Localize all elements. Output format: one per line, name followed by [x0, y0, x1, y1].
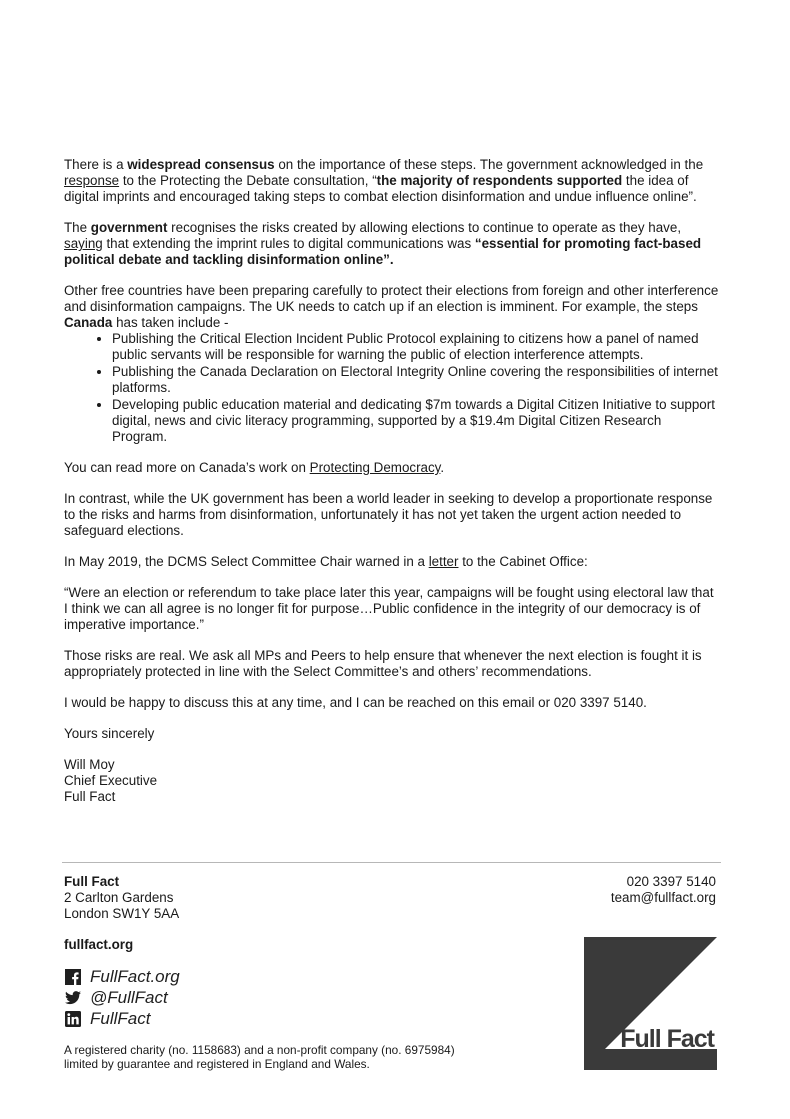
letter-link[interactable]: letter: [428, 554, 459, 569]
footer-address: [64, 874, 179, 922]
footer-address-line1: 2 Carlton Gardens: [64, 890, 174, 905]
logo-text: Full Fact: [620, 1025, 714, 1053]
bold-majority: the majority of respondents supported: [376, 173, 623, 188]
list-item: • Publishing the Canada Declaration on Electoral Integrity Online covering the responsibilities of internet platforms.: [112, 364, 720, 396]
protecting-democracy-link[interactable]: Protecting Democracy: [309, 460, 441, 475]
signature-org: Full Fact: [64, 789, 116, 804]
facebook-label: FullFact.org: [90, 966, 180, 986]
signature-title: Chief Executive: [64, 773, 158, 788]
paragraph-other-countries: Other free countries have been preparing carefully to protect their elections from foreign and other interference and disinformation campaigns. The UK needs to catch up if an election is imminent. For example, the steps Canada has taken include -: [64, 283, 719, 330]
letter-body: [64, 157, 720, 805]
footer-email[interactable]: team@fullfact.org: [610, 890, 716, 905]
paragraph-consensus: There is a widespread consensus on the importance of these steps. The government acknowledged in the response to the Protecting the Debate consultation, “the majority of respondents supported the idea of digital imprints and encouraged taking steps to combat election disinformation and undue influence online”.: [64, 157, 704, 204]
canada-steps-list: [64, 331, 720, 445]
linkedin-link[interactable]: [64, 1008, 180, 1029]
saying-link[interactable]: saying: [64, 236, 103, 251]
paragraph-contrast: In contrast, while the UK government has been a world leader in seeking to develop a proportionate response to the risks and harms from disinformation, unfortunately it has not yet taken the urgent action needed to safeguard elections.: [64, 491, 713, 538]
closing: Yours sincerely: [64, 726, 155, 741]
charity-line2: limited by guarantee and registered in England and Wales.: [64, 1057, 370, 1071]
charity-line1: A registered charity (no. 1158683) and a non-profit company (no. 6975984): [64, 1043, 455, 1057]
full-fact-logo: [584, 937, 717, 1070]
facebook-link[interactable]: [64, 966, 180, 987]
paragraph-risks: Those risks are real. We ask all MPs and Peers to help ensure that whenever the next election is fought it is appropriately protected in line with the Select Committee’s and others’ recommendations.: [64, 648, 702, 679]
paragraph-read-more: You can read more on Canada’s work on Protecting Democracy.: [64, 460, 445, 475]
linkedin-label: FullFact: [90, 1008, 151, 1028]
footer-divider: [62, 862, 721, 863]
bold-widespread-consensus: widespread consensus: [127, 157, 275, 172]
footer-phone: 020 3397 5140: [626, 874, 716, 889]
charity-notice: [64, 1043, 455, 1071]
list-item: • Developing public education material and dedicating $7m towards a Digital Citizen Initiative to support digital, news and civic literacy programming, supported by a $19.4m Digital Citizen Research Program.: [112, 397, 720, 445]
twitter-link[interactable]: [64, 987, 180, 1008]
footer-website[interactable]: fullfact.org: [64, 937, 134, 952]
footer-contact: [611, 874, 716, 906]
footer-address-line2: London SW1Y 5AA: [64, 906, 180, 921]
bold-government: government: [90, 220, 168, 235]
paragraph-government: The government recognises the risks created by allowing elections to continue to operate as they have, saying that extending the imprint rules to digital communications was “essential for promoting fact-based political debate and tackling disinformation online”.: [64, 220, 702, 267]
signature-name: Will Moy: [64, 757, 115, 772]
facebook-icon: [64, 968, 82, 986]
paragraph-quote: “Were an election or referendum to take place later this year, campaigns will be fought using electoral law that I think we can all agree is no longer fit for purpose…Public confidence in the integrity of our democracy is of imperative importance.”: [64, 585, 714, 632]
linkedin-icon: [64, 1010, 82, 1028]
twitter-label: @FullFact: [90, 987, 168, 1007]
bold-essential-quote: “essential for promoting fact-based political debate and tackling disinformation online”.: [64, 236, 702, 267]
paragraph-dcms: In May 2019, the DCMS Select Committee Chair warned in a letter to the Cabinet Office:: [64, 554, 588, 569]
footer-org-name: Full Fact: [64, 874, 120, 889]
twitter-icon: [64, 989, 82, 1007]
paragraph-contact: I would be happy to discuss this at any time, and I can be reached on this email or 020 3397 5140.: [64, 695, 647, 710]
social-links: [64, 966, 180, 1029]
response-link[interactable]: response: [64, 173, 120, 188]
list-item: • Publishing the Critical Election Incident Public Protocol explaining to citizens how a panel of named public servants will be responsible for warning the public of election interference attempts.: [112, 331, 720, 363]
bold-canada: Canada: [64, 315, 113, 330]
